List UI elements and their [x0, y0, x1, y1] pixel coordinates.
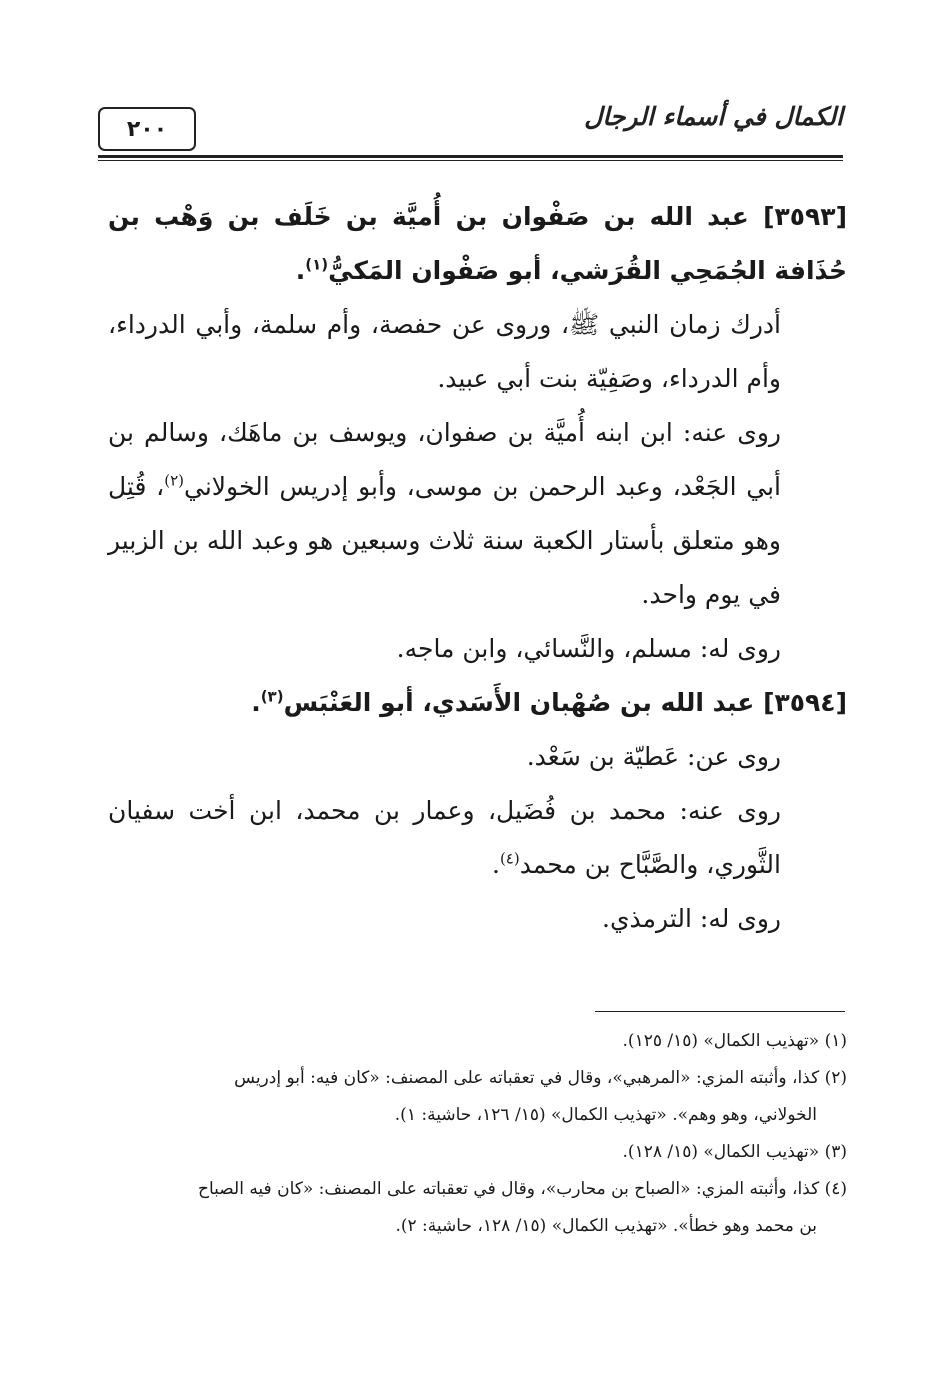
footnotes	[108, 1023, 847, 1245]
paragraph-narrators-from-him-2	[108, 784, 847, 892]
running-title: الكمال في أسماء الرجال	[584, 102, 843, 131]
paragraph-narrated-from: روى عن: عَطيّة بن سَعْد.	[526, 742, 781, 771]
footnote-1: (١) «تهذيب الكمال» (١٥/ ١٢٥).	[622, 1031, 847, 1051]
footnote-ref-1: (١)	[305, 255, 329, 274]
period: .	[491, 850, 500, 879]
page-number: ٢٠٠	[98, 107, 196, 151]
narrators-text-cont: ، قُتِل وهو متعلق بأستار الكعبة سنة ثلاث وسبعين هو وعبد الله بن الزبير في يوم واحد.	[108, 472, 781, 609]
entry-3593-heading	[108, 190, 847, 298]
period: .	[251, 688, 261, 717]
paragraph-narrated-by: روى له: مسلم، والنَّسائي، وابن ماجه.	[396, 634, 781, 663]
footnote-ref-3: (٣)	[260, 687, 284, 706]
footnote-ref-2: (٢)	[164, 471, 184, 490]
footnote-ref-4: (٤)	[499, 849, 520, 868]
header-rule	[98, 155, 843, 158]
footnote-3: (٣) «تهذيب الكمال» (١٥/ ١٢٨).	[622, 1142, 847, 1162]
narrators-text-2: روى عنه: محمد بن فُضَيل، وعمار بن محمد، ابن أخت سفيان الثَّوري، والصَّبَّاح بن محمد	[108, 796, 781, 879]
entry-3594-heading	[108, 676, 847, 730]
paragraph-companion: أدرك زمان النبي ﷺ، وروى عن حفصة، وأم سلمة، وأبي الدرداء، وأم الدرداء، وصَفِيّة بنت أبي عبيد.	[108, 310, 781, 393]
footnote-separator	[595, 1011, 845, 1012]
entry-3593-title: [٣٥٩٣] عبد الله بن صَفْوان بن أُميَّة بن خَلَف بن وَهْب بن حُذَافة الجُمَحِي القُرَشي، أبو صَفْوان المَكيُّ	[108, 202, 847, 285]
footnote-2-cont: الخولاني، وهو وهم». «تهذيب الكمال» (١٥/ ١٢٦، حاشية: ١).	[394, 1105, 817, 1125]
footnote-4-cont: بن محمد وهو خطأ». «تهذيب الكمال» (١٥/ ١٢٨، حاشية: ٢).	[395, 1216, 817, 1236]
paragraph-narrators-from-him	[108, 406, 847, 622]
paragraph-narrated-by-2: روى له: الترمذي.	[602, 904, 781, 933]
footnote-4: (٤) كذا، وأثبته المزي: «الصباح بن محارب»، وقال في تعقباته على المصنف: «كان فيه الصباح	[197, 1179, 847, 1199]
main-text	[108, 190, 847, 946]
header-rule-thin	[98, 160, 843, 161]
entry-3594-title: [٣٥٩٤] عبد الله بن صُهْبان الأَسَدي، أبو العَنْبَس	[283, 688, 847, 717]
narrators-text: روى عنه: ابن ابنه أُميَّة بن صفوان، ويوسف بن ماهَك، وسالم بن أبي الجَعْد، وعبد الرحمن بن موسى، وأبو إدريس الخولاني	[108, 418, 781, 501]
footnote-2: (٢) كذا، وأثبته المزي: «المرهبي»، وقال في تعقباته على المصنف: «كان فيه: أبو إدريس	[234, 1068, 847, 1088]
period: .	[295, 256, 306, 285]
